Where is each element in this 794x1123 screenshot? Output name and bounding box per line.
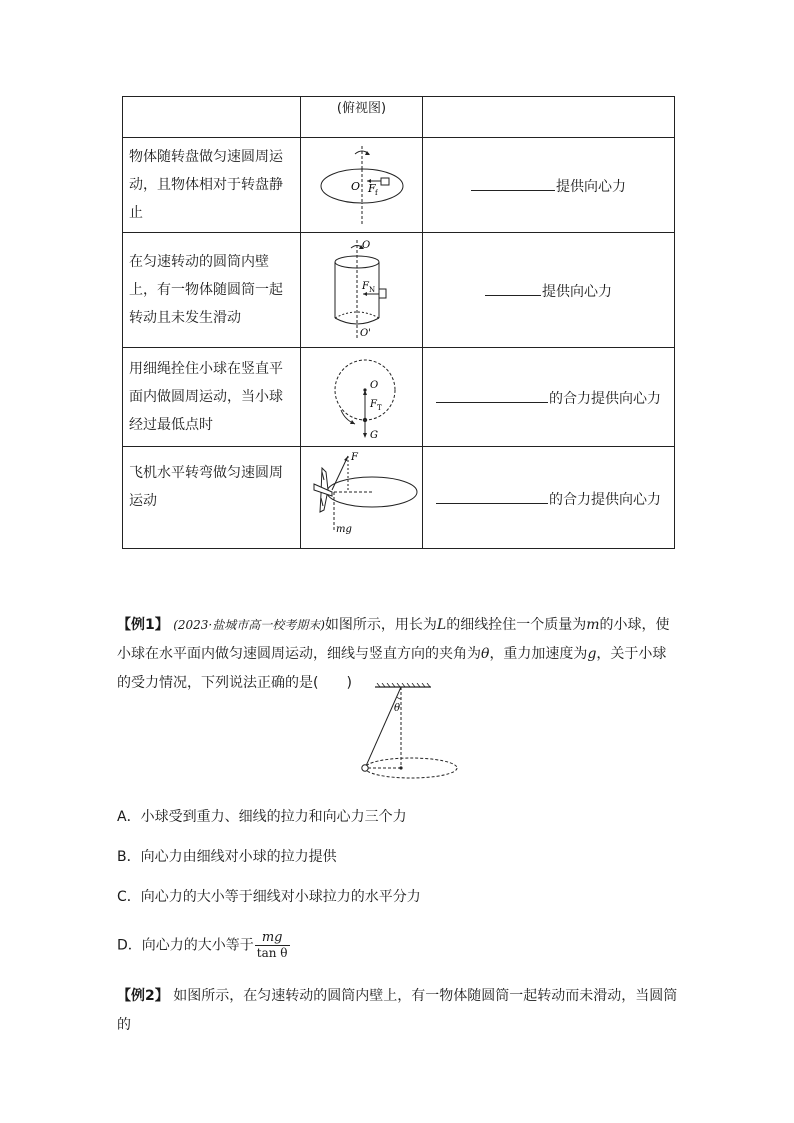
vertical-gravity-label: G	[369, 430, 378, 441]
answer-blank[interactable]	[436, 386, 548, 403]
plane-lift-label: F	[350, 451, 358, 463]
turntable-force-sub: f	[374, 189, 378, 197]
row-answer	[423, 348, 675, 447]
cylinder-diagram	[301, 233, 423, 348]
turntable-diagram	[301, 138, 423, 233]
example1-stem-4: ，重力加速度为	[489, 646, 588, 662]
vertical-center-label: O	[369, 380, 378, 391]
cylinder-force-sub: N	[368, 286, 375, 294]
example1-tag: 【例1】	[117, 617, 169, 633]
header-cell-empty	[123, 97, 301, 138]
table-header-row	[123, 97, 675, 138]
example1-source: (2023·盐城市高一校考期末)	[173, 618, 325, 632]
table-row	[123, 348, 675, 447]
answer-blank[interactable]	[471, 174, 555, 191]
row-answer	[423, 233, 675, 348]
var-l: L	[436, 617, 447, 633]
airplane-turn-diagram	[301, 447, 423, 549]
row-answer	[423, 138, 675, 233]
example2-text: 如图所示，在匀速转动的圆筒内壁上，有一物体随圆筒一起转动而未滑动，当圆筒的	[117, 988, 678, 1033]
answer-suffix: 的合力提供向心力	[549, 491, 661, 508]
cylinder-top-label: O	[361, 240, 370, 251]
row-description: 用细绳拴住小球在竖直平面内做圆周运动，当小球经过最低点时	[123, 348, 301, 447]
var-m: m	[586, 617, 600, 633]
vertical-tension-sub: T	[376, 404, 382, 412]
example2-tag: 【例2】	[117, 988, 169, 1004]
turntable-center-label: O	[350, 180, 360, 193]
answer-suffix: 的合力提供向心力	[549, 391, 661, 407]
option-b[interactable]: B．向心力由细线对小球的拉力提供	[117, 849, 337, 865]
vertical-circle-diagram	[301, 348, 423, 447]
header-cell-empty-2	[423, 97, 675, 138]
answer-blank[interactable]	[436, 487, 548, 504]
cylinder-force-label: F	[361, 281, 369, 292]
answer-suffix: 提供向心力	[542, 284, 612, 300]
option-d[interactable]	[117, 930, 290, 961]
option-d-prefix: D．向心力的大小等于	[117, 937, 254, 954]
figure-angle-label: θ	[394, 703, 401, 714]
example1-stem-1: 如图所示，用长为	[324, 617, 437, 633]
option-d-fraction	[255, 930, 290, 961]
header-caption: (俯视图)	[301, 97, 423, 138]
answer-blank[interactable]	[485, 279, 541, 296]
example1-stem-3: 的小球，使小球在水平面内做匀速圆周运动，细线与竖直方向的夹角为	[117, 617, 670, 662]
turntable-force-label: F	[367, 182, 376, 195]
table-row	[123, 447, 675, 549]
row-description: 物体随转盘做匀速圆周运动，且物体相对于转盘静止	[123, 138, 301, 233]
example2-question	[117, 982, 679, 1040]
row-answer	[423, 447, 675, 549]
table-row	[123, 233, 675, 348]
fraction-numerator: mg	[255, 930, 290, 946]
fraction-denominator: tan θ	[256, 946, 288, 960]
option-a[interactable]: A．小球受到重力、细线的拉力和向心力三个力	[117, 809, 407, 825]
table-row	[123, 138, 675, 233]
var-g: g	[587, 646, 597, 662]
force-analysis-table	[122, 96, 675, 549]
cylinder-bottom-label: O'	[359, 328, 371, 339]
row-description: 飞机水平转弯做匀速圆周运动	[123, 447, 301, 549]
conical-pendulum-figure	[355, 683, 465, 781]
vertical-tension-label: F	[369, 399, 377, 410]
row-description: 在匀速转动的圆筒内壁上，有一物体随圆筒一起转动且未发生滑动	[123, 233, 301, 348]
var-theta: θ	[481, 646, 490, 662]
answer-suffix: 提供向心力	[556, 179, 626, 195]
example1-stem-2: 的细线拴住一个质量为	[446, 617, 587, 633]
option-c[interactable]: C．向心力的大小等于细线对小球拉力的水平分力	[117, 889, 421, 905]
plane-weight-label: mg	[335, 523, 352, 535]
example1-stem-5: ，关于小球的受力情况，下列说法正确的是( )	[117, 646, 667, 691]
